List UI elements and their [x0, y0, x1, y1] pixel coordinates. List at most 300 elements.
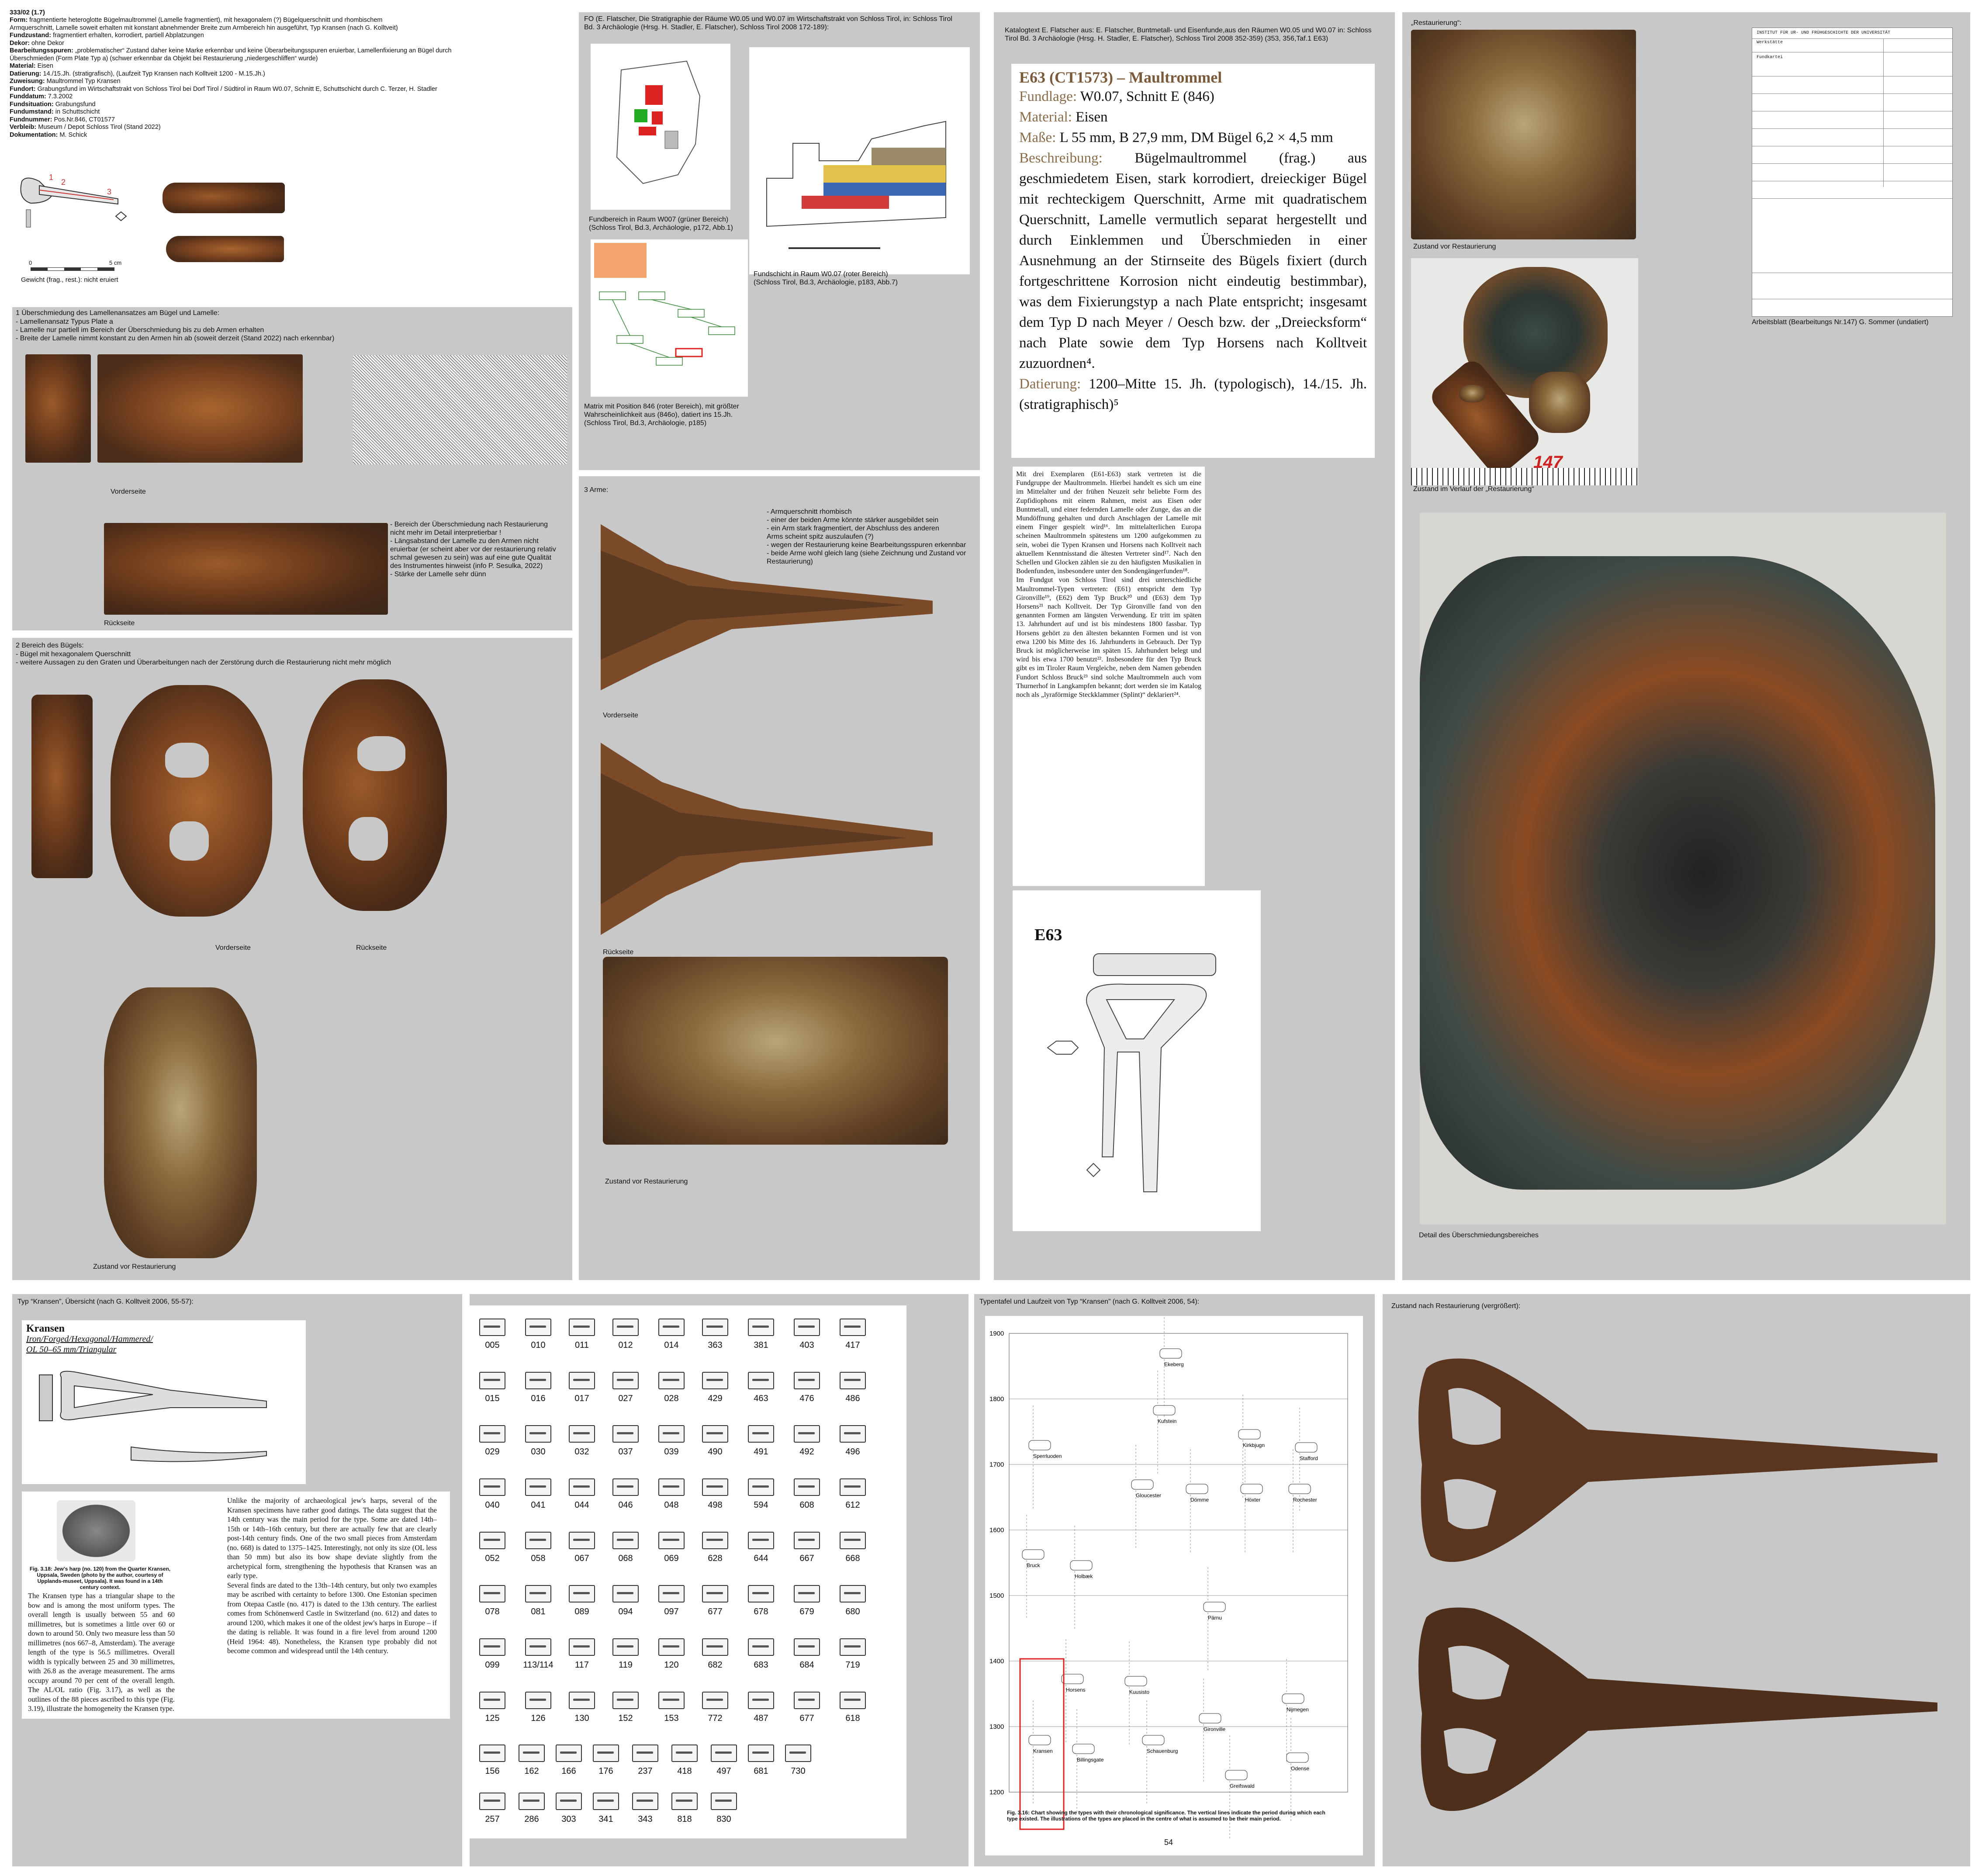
type-outline-number: 027 [618, 1394, 633, 1403]
type-outline [668, 1793, 701, 1824]
photo-detail-overforging [1420, 512, 1946, 1225]
type-outline-icon [612, 1478, 639, 1496]
type-icon [1287, 1753, 1308, 1762]
photo-kransen-120 [57, 1500, 135, 1561]
type-title: Kransen [26, 1323, 65, 1334]
type-outline [553, 1793, 585, 1824]
description-row [10, 101, 564, 109]
type-outline [566, 1532, 598, 1564]
type-outline-icon [785, 1744, 811, 1762]
catalogue-text-column: Mit drei Exemplaren (E61-E63) stark vertreten ist die Fundgruppe der Maultrommeln. Hierbei handelt es sich um eine im Mittelalter und der frühen Neuzeit sehr beliebte Form des Zupfidiophons mit einem Rahmen, meist aus Eisen oder Buntmetall, und einer federnden Lamelle oder Zunge, das an die Mundöffnung gehalten und durch Anschlagen der Lamelle mit einem Finger gespielt wird¹⁶. Im mittelalterlichen Europa scheinen Maultrommeln spätestens um 1200 aufgekommen zu sein, wobei die Typen Kransen und Horsens nach Kolltveit nach aktuellem Kenntnisstand die ältesten Vertreter sind¹⁷. Nach den Schellen und Glocken zählen sie zu den häufigsten Musikalien in Bodenfunden, insbesondere unter den Sondengängerfunden¹⁸. Im Fundgut von Schloss Tirol sind drei unterschiedliche Maultrommel-Typen vertreten: (E61) entspricht dem Typ Gironville¹⁹, (E62) dem Typ Bruck²⁰ und (E63) dem Typ Horsens²¹ nach Kolltveit. Der Typ Gironville fand von den genannten Formen am längsten Verwendung. Er tritt im späten 13. Jahrhundert auf und ist bis mindestens 1800 fassbar. Typ Horsens gehört zu den ältesten bekannten Formen und ist von etwa 1200 bis Mitte des 16. Jahrhunderts in Gebrauch. Der Typ Bruck ist möglicherweise im späten 15. Jahrhundert belegt und wird bis etwa 1700 benutzt²². Insbesondere für den Typ Bruck gibt es im Tiroler Raum Vergleiche, neben dem Namen gebenden Fundort Schloss Bruck²³ sind solche Maultrommeln auch vom Thurnerhof in Langkampfen bekannt; dort werden sie im Katalog noch als „lyraförmige Steckklammer (Splint)“ deklariert²⁴. [1013, 467, 1205, 886]
type-outline-number: 719 [845, 1660, 860, 1670]
type-outline-icon [702, 1692, 728, 1709]
type-outline-number: 119 [619, 1660, 633, 1670]
type-outline [745, 1744, 777, 1776]
type-outline-number: 016 [531, 1394, 546, 1403]
panel5-notes: - Armquerschnitt rhombisch - einer der beiden Arme könnte stärker ausgebildet sein - ein Arm stark fragmentiert, der Abschluss des anderen Arms scheint spitz auszulaufen (?) - wegen der Restaurierung keine Bearbeitungsspuren erkennbar - beide Arme wohl gleich lang (siehe Zeichnung und Zustand vor Restaurierung) [767, 508, 966, 565]
type-outline-icon [748, 1425, 774, 1443]
type-outline [609, 1692, 642, 1724]
description-value: fragmentierte heteroglotte Bügelmaultrommel (Lamelle fragmentiert), mit hexagonalem (?) Bügelquerschnitt und rhombischem [28, 17, 383, 24]
type-outline [629, 1744, 661, 1776]
type-outline-number: 069 [664, 1554, 679, 1563]
type-outline-icon [479, 1638, 505, 1656]
type-outline-icon [593, 1744, 619, 1762]
type-outline [699, 1692, 731, 1724]
photo-arms-front [601, 507, 937, 708]
description-value: Grabungsfund [53, 100, 96, 108]
type-outline-number: 089 [574, 1607, 589, 1616]
type-outline [566, 1478, 598, 1510]
photo-lamella-closeup-2 [97, 354, 303, 463]
type-outline-number: 052 [485, 1554, 500, 1563]
type-outline [609, 1532, 642, 1564]
type-outline-icon [612, 1319, 639, 1336]
type-outline [655, 1478, 688, 1510]
type-outline-icon [794, 1532, 820, 1549]
description-row [10, 47, 564, 55]
type-outline [590, 1793, 622, 1824]
type-outline-number: 498 [708, 1500, 723, 1510]
type-outline-number: 015 [485, 1394, 500, 1403]
type-outline [837, 1532, 869, 1564]
masse-label: Maße: [1019, 130, 1056, 145]
type-outline-number: 028 [664, 1394, 679, 1403]
type-outline-number: 381 [754, 1340, 768, 1350]
description-label: Verbleib: [10, 124, 37, 131]
type-outline [522, 1372, 554, 1404]
type-outline-icon [593, 1793, 619, 1810]
beschreibung-label: Beschreibung: [1019, 150, 1103, 166]
photo-bow-before-restoration [104, 987, 257, 1258]
type-outline-number: 678 [754, 1607, 768, 1616]
type-outline [609, 1478, 642, 1510]
type-outline-number: 403 [799, 1340, 814, 1350]
type-outline [609, 1372, 642, 1404]
type-outline-icon [479, 1692, 505, 1709]
type-sub1: Iron/Forged/Hexagonal/Hammered/ [26, 1334, 153, 1344]
type-outline-number: 078 [485, 1607, 500, 1616]
drawing-e63 [1013, 890, 1261, 1231]
type-outline-number: 487 [754, 1713, 768, 1723]
year-label: 1500 [989, 1592, 1004, 1599]
type-outline [553, 1744, 585, 1776]
type-outline-icon [702, 1425, 728, 1443]
type-outline [522, 1532, 554, 1564]
type-outline-number: 029 [485, 1447, 500, 1457]
type-outline-icon [840, 1532, 866, 1549]
type-outline [566, 1372, 598, 1404]
type-outline-number: 497 [716, 1766, 731, 1776]
type-outline-icon [794, 1425, 820, 1443]
scale-zero: 0 [29, 260, 32, 266]
type-outline [522, 1585, 554, 1617]
type-outline-icon [658, 1638, 685, 1656]
type-outline-icon [612, 1638, 639, 1656]
scale-bar [31, 267, 114, 271]
type-outline-number: 496 [845, 1447, 860, 1457]
type-outline-icon [612, 1532, 639, 1549]
type-outline-icon [840, 1372, 866, 1389]
type-outline-icon [569, 1585, 595, 1603]
panel-object-description [0, 0, 572, 301]
type-outline-icon [702, 1319, 728, 1336]
type-label: Höxter [1245, 1497, 1261, 1503]
type-outline [791, 1585, 823, 1617]
description-value: ohne Dekor [29, 39, 64, 47]
chart-caption: Fig. 3.16: Chart showing the types with their chronological significance. The vertical lines indicate the period during which each type existed. The illustrations of the types are placed in the centre of what is assumed to be their main period. [1007, 1810, 1325, 1822]
photo-during-restoration [1411, 258, 1638, 485]
description-label: Fundnummer: [10, 116, 52, 123]
description-label: Zuweisung: [10, 78, 45, 85]
type-outline-number: 058 [531, 1554, 546, 1563]
kransen-col2: Unlike the majority of archaeological jew's harps, several of the Kransen specimens have rather good datings. The data suggest that the 14th century was the main period for the type. Some are dated 14th–15th or 14th–16th century, but there are actually few that are clearly post-14th century finds. One of the two small pieces from Amsterdam (no. 668) is dated to 1375–1425. Interestingly, not only its size (OL less than 50 mm) but also its bow shape deviate slightly from the archetypical form, strengthening the hypothesis that Kransen was an early type. Several finds are dated to the 13th–14th century, but only two examples may be ascribed with certainty to before 1300. One Estonian specimen from Otepaa Castle (no. 417) is dated to the 13th century. The earliest comes from Schönenwerd Castle in Switzerland (no. 612) and dates to around 1200, which makes it one of the oldest jew's harps in Europe – if the dating is reliable. It was found in a fire level from around 1200 (Heid 1964: 48). Nonetheless, the Kransen type probably did not become common and widespread until the 14th century. [227, 1496, 437, 1655]
type-icon [1225, 1770, 1247, 1780]
type-outline [522, 1319, 554, 1350]
type-outline-number: 014 [664, 1340, 679, 1350]
type-label: Gironville [1204, 1726, 1226, 1732]
drawing-plate-type-a [353, 355, 567, 464]
type-outline-number: 668 [845, 1554, 860, 1563]
type-outline [745, 1692, 777, 1724]
type-outline [837, 1372, 869, 1404]
panel-type-kransen [12, 1294, 462, 1866]
description-label: Fundzustand: [10, 32, 52, 39]
type-icon [1204, 1602, 1225, 1612]
catalogue-entry [1011, 64, 1375, 458]
description-value: Museum / Depot Schloss Tirol (Stand 2022) [36, 124, 161, 131]
type-outline-number: 644 [754, 1554, 768, 1563]
type-outline [745, 1638, 777, 1670]
type-label: Kufstein [1158, 1418, 1177, 1424]
type-outline-icon [748, 1585, 774, 1603]
catalogue-entry-title: E63 (CT1573) – Maultrommel [1019, 69, 1222, 86]
beschreibung-value: Bügelmaultrommel (frag.) aus geschmiedetem Eisen, stark korrodiert, dreieckiger Bügel mit rechteckigem Querschnitt, Arme mit quadratischem Querschnitt, Lamelle vermutlich separat hergestellt und durch Einklemmen und Überschmieden in einer Ausnehmung an der Stirnseite des Bügels fixiert (durch fortgeschrittene Korrosion nicht eindeutig bestimmbar), was dem Fixierungstyp a nach Plate entspricht; insgesamt dem Typ D nach Meyer / Oesch bzw. der „Dreiecksform“ nach Plate sowie dem Typ Horsens nach Kolltveit zuzuordnen⁴. [1019, 150, 1367, 371]
panel11-title: Zustand nach Restaurierung (vergrößert): [1391, 1302, 1521, 1310]
type-outline-number: 730 [791, 1766, 806, 1776]
panel-bow [12, 638, 572, 1280]
type-outline-icon [794, 1585, 820, 1603]
type-outline-number: 341 [598, 1814, 613, 1824]
panel6-title: Katalogtext E. Flatscher aus: E. Flatscher, Buntmetall- und Eisenfunde,aus den Räumen W0.05 und W0.07 in: Schloss Tirol Bd. 3 Archäologie (Hrsg. H. Stadler, E. Flatscher), Schloss Tirol 2008 352-359) (353, 356,Taf.1 E63) [1005, 27, 1372, 42]
type-label: Pärnu [1208, 1615, 1222, 1621]
label-back: Rückseite [104, 620, 135, 627]
type-outline [590, 1744, 622, 1776]
description-label: Fundort: [10, 85, 36, 93]
photo-arms-before-restoration [603, 957, 948, 1145]
description-label: Dekor: [10, 39, 30, 47]
type-label: Greifswald [1230, 1783, 1255, 1789]
type-outline-number: 153 [664, 1713, 679, 1723]
type-outline-number: 612 [845, 1500, 860, 1510]
type-label: Kirkbjugn [1243, 1442, 1265, 1448]
label-bow-front: Vorderseite [215, 944, 251, 952]
type-outline-number: 683 [754, 1660, 768, 1670]
type-icon [1142, 1735, 1164, 1745]
type-icon [1125, 1676, 1147, 1686]
panel4-title: FO (E. Flatscher, Die Stratigraphie der Räume W0.05 und W0.07 im Wirtschaftstrakt von Schloss Tirol, in: Schloss Tirol Bd. 3 Archäologie (Hrsg. H. Stadler, E. Flatscher), Schloss Tirol 2008 172-189): [584, 15, 952, 31]
type-outline-icon [702, 1372, 728, 1389]
description-row [10, 132, 564, 139]
type-icon [1186, 1484, 1208, 1494]
type-outline-icon [479, 1319, 505, 1336]
type-outline [655, 1319, 688, 1350]
type-outline-icon [794, 1319, 820, 1336]
type-outline-icon [632, 1744, 658, 1762]
type-outline [699, 1319, 731, 1350]
type-icon [1153, 1405, 1175, 1415]
description-value: Eisen [35, 62, 53, 69]
type-outline [522, 1478, 554, 1510]
type-outline-number: 486 [845, 1394, 860, 1403]
type-outline-icon [794, 1638, 820, 1656]
type-outline-number: 125 [485, 1713, 500, 1723]
type-outline-icon [658, 1585, 685, 1603]
type-outline [609, 1638, 642, 1670]
description-row [10, 24, 564, 32]
type-outline-icon [479, 1585, 505, 1603]
type-outline-icon [569, 1425, 595, 1443]
type-outline [476, 1425, 508, 1457]
type-card [22, 1320, 306, 1484]
description-row [10, 116, 564, 124]
jews-harp-sketch [13, 173, 140, 247]
type-icon [1072, 1744, 1094, 1754]
type-drawing [22, 1320, 306, 1484]
description-label: Fundumstand: [10, 108, 54, 115]
type-icon [1131, 1480, 1153, 1489]
description-row [10, 86, 564, 93]
type-icon [1295, 1443, 1317, 1452]
description-row [10, 32, 564, 40]
type-outline-number: 113/114 [523, 1660, 553, 1670]
type-outline-number: 120 [664, 1660, 679, 1670]
type-outline-icon [525, 1319, 551, 1336]
type-outline-icon [671, 1744, 698, 1762]
type-outline [522, 1425, 554, 1457]
type-outline-number: 679 [799, 1607, 814, 1616]
type-outline-icon [840, 1478, 866, 1496]
type-outline-number: 097 [664, 1607, 679, 1616]
type-outline-number: 162 [524, 1766, 539, 1776]
type-outline [699, 1532, 731, 1564]
panel-after-restoration [1383, 1294, 1970, 1866]
type-outline [699, 1372, 731, 1404]
type-outline [668, 1744, 701, 1776]
type-outline-icon [479, 1372, 505, 1389]
panel8-title: Typ “Kransen”, Übersicht (nach G. Kolltveit 2006, 55-57): [17, 1298, 194, 1305]
description-row [10, 124, 564, 132]
catalogue-entry-body [1019, 87, 1367, 415]
type-label: Horsens [1066, 1687, 1086, 1693]
sketch-number-1: 1 [49, 173, 54, 182]
datierung-label: Datierung: [1019, 376, 1081, 392]
type-outline-number: 830 [716, 1814, 731, 1824]
label-bow-back: Rückseite [356, 944, 387, 952]
type-outline-icon [479, 1478, 505, 1496]
description-row [10, 78, 564, 86]
type-outline-number: 011 [575, 1340, 589, 1350]
year-label: 1900 [989, 1330, 1004, 1337]
type-outline-number: 012 [618, 1340, 633, 1350]
fundlage-value: W0.07, Schnitt E (846) [1076, 89, 1214, 104]
description-row [10, 55, 564, 63]
caption-detail: Detail des Überschmiedungsbereiches [1419, 1232, 1539, 1239]
caption-worksheet: Arbeitsblatt (Bearbeitungs Nr.147) G. Sommer (undatiert) [1752, 318, 1929, 326]
type-outline-icon [748, 1692, 774, 1709]
type-icon [1282, 1694, 1304, 1703]
panel-arms [579, 476, 980, 1280]
type-label: Gloucester [1136, 1492, 1162, 1499]
panel-catalogue [994, 12, 1395, 1280]
type-outline [837, 1478, 869, 1510]
type-outline [476, 1744, 508, 1776]
type-outline [522, 1692, 554, 1724]
description-label: Fundsituation: [10, 100, 54, 108]
type-outline-number: 418 [677, 1766, 692, 1776]
type-outline-icon [612, 1372, 639, 1389]
type-outline-icon [702, 1532, 728, 1549]
type-outline-number: 608 [799, 1500, 814, 1510]
label-arms-back: Rückseite [603, 948, 634, 956]
type-outline [699, 1585, 731, 1617]
photo-lamella-closeup-1 [25, 354, 91, 463]
year-label: 1700 [989, 1461, 1004, 1468]
type-outline-number: 677 [708, 1607, 723, 1616]
caption-map: Fundbereich in Raum W007 (grüner Bereich) (Schloss Tirol, Bd.3, Archäologie, p172, Abb.1) [589, 216, 733, 232]
type-outline-icon [702, 1478, 728, 1496]
type-outline-number: 492 [799, 1447, 814, 1457]
type-outline [609, 1319, 642, 1350]
photo-bow-front [111, 685, 272, 917]
type-outline-icon [702, 1638, 728, 1656]
type-outline [655, 1638, 688, 1670]
year-label: 1800 [989, 1395, 1004, 1403]
type-outline-number: 032 [574, 1447, 589, 1457]
kransen-text [22, 1492, 450, 1719]
type-outline-icon [658, 1425, 685, 1443]
type-outline-number: 017 [574, 1394, 589, 1403]
type-outline-number: 156 [485, 1766, 500, 1776]
label-bow-state: Zustand vor Restaurierung [93, 1263, 176, 1270]
year-label: 1200 [989, 1789, 1004, 1796]
type-outline-number: 490 [708, 1447, 723, 1457]
type-outline [476, 1585, 508, 1617]
description-row [10, 40, 564, 48]
type-label: Nijmegen [1287, 1706, 1309, 1713]
page-number: 54 [1164, 1838, 1173, 1847]
type-outline-icon [612, 1585, 639, 1603]
type-outline [791, 1478, 823, 1510]
type-outline [699, 1425, 731, 1457]
type-outline-icon [711, 1744, 737, 1762]
year-label: 1300 [989, 1723, 1004, 1731]
panel7-title: „Restaurierung“: [1411, 19, 1462, 27]
panel-type-chart [974, 1294, 1375, 1866]
type-label: Kransen [1033, 1748, 1053, 1754]
panel2-bullets: - Lamellenansatz Typus Plate a - Lamelle nur partiell im Bereich der Überschmiedung bis zu deb Armen erhalten - Breite der Lamelle nimmt konstant zu den Armen hin ab (soweit derzeit (Stand 2022) nach erkennbar) [16, 318, 335, 342]
photo-after-front [1413, 1351, 1946, 1578]
type-outline-icon [556, 1793, 582, 1810]
type-outline-number: 046 [618, 1500, 633, 1510]
type-outline-icon [569, 1532, 595, 1549]
type-icon [1022, 1550, 1044, 1559]
type-icon [1062, 1674, 1083, 1684]
material-label: Material: [1019, 109, 1072, 125]
type-outline-number: 040 [485, 1500, 500, 1510]
type-label: Bruck [1027, 1562, 1040, 1568]
type-outline [837, 1425, 869, 1457]
type-icon [1241, 1484, 1263, 1494]
type-outline-icon [658, 1319, 685, 1336]
type-outline [745, 1319, 777, 1350]
type-outline-number: 048 [664, 1500, 679, 1510]
type-outline [476, 1532, 508, 1564]
type-outline-icon [748, 1372, 774, 1389]
description-row [10, 62, 564, 70]
type-icon [1029, 1440, 1051, 1450]
photo-bow-back [303, 679, 447, 911]
map-plan [591, 44, 730, 210]
type-label: Sperrluoden [1033, 1453, 1062, 1459]
type-icon [1289, 1484, 1311, 1494]
type-outline [655, 1425, 688, 1457]
type-outline-icon [840, 1638, 866, 1656]
type-outline [837, 1319, 869, 1350]
type-outline [791, 1372, 823, 1404]
panel-overforging [12, 307, 572, 630]
caption-before: Zustand vor Restaurierung [1413, 243, 1496, 250]
type-outline-number: 618 [845, 1713, 860, 1723]
type-outline [476, 1793, 508, 1824]
type-outline [476, 1692, 508, 1724]
type-outline [566, 1638, 598, 1670]
type-outline [515, 1744, 548, 1776]
type-outline-icon [525, 1638, 551, 1656]
type-icon [1160, 1349, 1182, 1358]
material-value: Eisen [1072, 109, 1108, 125]
description-label: Bearbeitungsspuren: [10, 47, 73, 54]
type-outline-number: 010 [531, 1340, 546, 1350]
type-outline [708, 1744, 740, 1776]
type-outline-number: 677 [799, 1713, 814, 1723]
type-outline-number: 130 [574, 1713, 589, 1723]
sketch-number-2: 2 [61, 178, 66, 187]
type-outline-number: 818 [677, 1814, 692, 1824]
description-value: 14./15.Jh. (stratigrafisch), (Laufzeit Typ Kransen nach Kolltveit 1200 - M.15.Jh.) [41, 70, 265, 77]
type-outline [476, 1638, 508, 1670]
description-value: Pos.Nr.846, CT01577 [52, 116, 115, 123]
description-row [10, 17, 564, 24]
type-outline-icon [840, 1425, 866, 1443]
type-outline-number: 429 [708, 1394, 723, 1403]
description-value: fragmentiert erhalten, korrodiert, partiell Abplatzungen [51, 32, 204, 39]
type-outline [782, 1744, 814, 1776]
panel-find-location [579, 12, 980, 470]
label-147: 147 [1533, 453, 1563, 472]
type-label: Billingsgate [1077, 1757, 1104, 1763]
description-label: Material: [10, 62, 36, 69]
type-outline-number: 044 [574, 1500, 589, 1510]
type-outline-icon [632, 1793, 658, 1810]
datierung-value: 1200–Mitte 15. Jh. (typologisch), 14./15. Jh. (stratigraphisch)⁵ [1019, 376, 1367, 412]
outline-grid [470, 1305, 906, 1838]
type-outline [837, 1638, 869, 1670]
weight-text: Gewicht (frag., rest.): nicht eruiert [21, 276, 118, 284]
type-outline-icon [479, 1532, 505, 1549]
type-outline [791, 1425, 823, 1457]
type-outline-icon [711, 1793, 737, 1810]
type-outline-icon [612, 1425, 639, 1443]
